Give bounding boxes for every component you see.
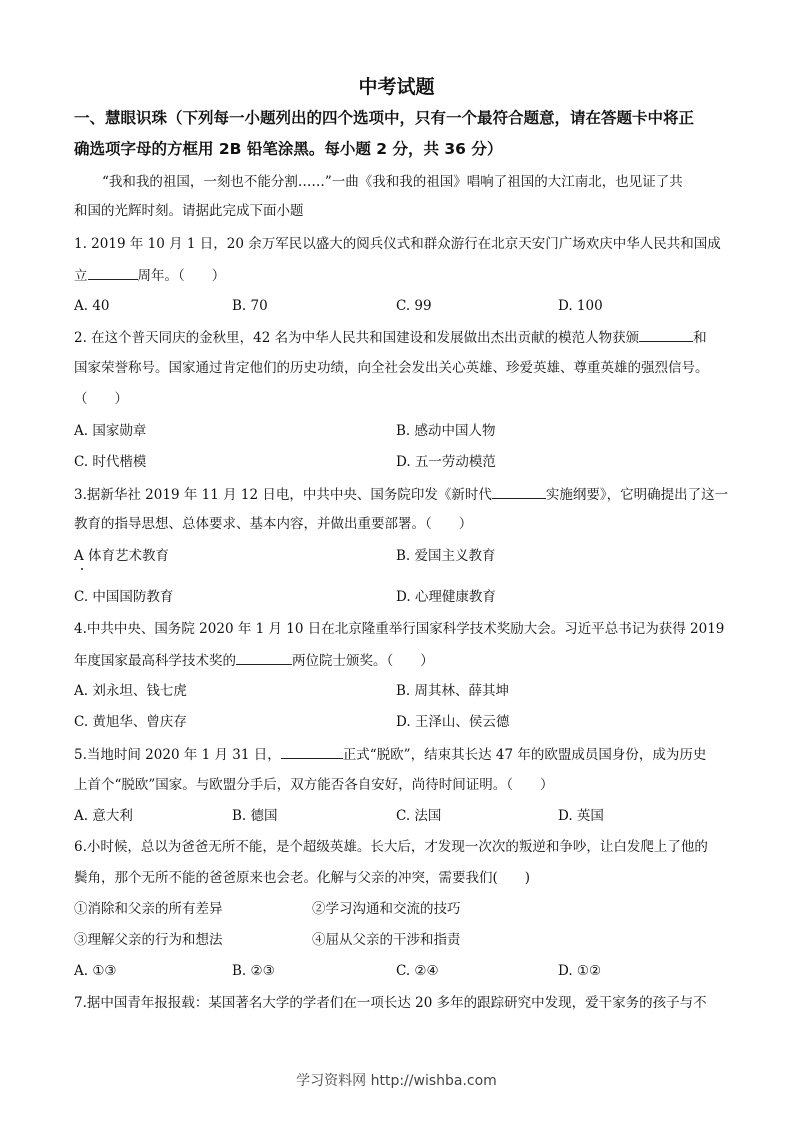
q3-line-2: 教育的指导思想、总体要求、基本内容，并做出重要部署。（ ） <box>74 516 473 532</box>
q1-option-c: C. 99 <box>396 298 432 314</box>
answer-blank <box>639 327 693 342</box>
q6-choice-4: ④屈从父亲的干涉和指责 <box>312 932 461 948</box>
q1-text-a: 立 <box>74 268 88 284</box>
q6-line-1: 6.小时候，总以为爸爸无所不能，是个超级英雄。长大后，才发现一次次的叛逆和争吵，让白发爬上了他的 <box>74 839 708 855</box>
q5-option-d: D. 英国 <box>558 808 604 824</box>
q5-option-b: B. 德国 <box>232 808 278 824</box>
q4-option-a: A. 刘永坦、钱七虎 <box>74 683 187 699</box>
page-title: 中考试题 <box>358 76 435 98</box>
q6-option-a: A. ①③ <box>74 963 117 979</box>
q4-option-d: D. 王泽山、侯云德 <box>396 714 510 730</box>
q2-line-1 <box>74 327 724 348</box>
scan-speck <box>81 568 83 570</box>
q1-line-1: 1. 2019 年 10 月 1 日，20 余万军民以盛大的阅兵仪式和群众游行在北京天安门广场欢庆中华人民共和国成 <box>74 236 721 252</box>
q6-option-c: C. ②④ <box>396 963 439 979</box>
q3-option-a: A 体育艺术教育 <box>74 548 170 564</box>
q1-text-b: 周年。（ ） <box>137 268 226 284</box>
q3-option-d: D. 心理健康教育 <box>396 589 496 605</box>
q1-option-a: A. 40 <box>74 298 110 314</box>
answer-blank <box>88 265 138 280</box>
q5-option-c: C. 法国 <box>396 808 442 824</box>
q4-line-2 <box>74 650 724 671</box>
q5-line-1 <box>74 744 724 765</box>
q7-line-1: 7.据中国青年报报载：某国著名大学的学者们在一项长达 20 多年的跟踪研究中发现，爱干家务的孩子与不 <box>74 995 707 1011</box>
q2-option-b: B. 感动中国人物 <box>396 423 496 439</box>
q6-line-2: 鬓角，那个无所不能的爸爸原来也会老。化解与父亲的冲突，需要我们( ) <box>74 870 531 886</box>
q3-text-a: 3.据新华社 2019 年 11 月 12 日电，中共中央、国务院印发《新时代 <box>74 487 492 503</box>
q2-text-a: 2. 在这个普天同庆的金秋里，42 名为中华人民共和国建设和发展做出杰出贡献的模范人物获颁 <box>74 330 640 346</box>
q2-option-d: D. 五一劳动模范 <box>396 454 496 470</box>
intro-line-2: 和国的光辉时刻。请据此完成下面小题 <box>74 203 304 219</box>
answer-blank <box>492 484 546 499</box>
q2-line-3: （ ） <box>74 391 128 407</box>
q4-option-c: C. 黄旭华、曾庆存 <box>74 714 187 730</box>
intro-line-1: “我和我的祖国，一刻也不能分割……”一曲《我和我的祖国》唱响了祖国的大江南北，也见证了共 <box>102 174 683 190</box>
q2-option-c: C. 时代楷模 <box>74 454 147 470</box>
answer-blank <box>236 650 292 665</box>
q2-line-2: 国家荣誉称号。国家通过肯定他们的历史功绩，向全社会发出关心英雄、珍爱英雄、尊重英雄的强烈信号。 <box>74 360 709 376</box>
q6-choice-1: ①消除和父亲的所有差异 <box>74 901 223 917</box>
q1-line-2 <box>74 265 724 286</box>
q6-choice-2: ②学习沟通和交流的技巧 <box>312 901 461 917</box>
q4-option-b: B. 周其林、薛其坤 <box>396 683 510 699</box>
section-heading-line-1: 一、慧眼识珠（下列每一小题列出的四个选项中，只有一个最符合题意，请在答题卡中将正 <box>74 109 695 127</box>
footer-watermark: 学习资料网 http://wishba.com <box>296 1073 497 1089</box>
q4-line-1: 4.中共中央、国务院 2020 年 1 月 10 日在北京隆重举行国家科学技术奖励大会。习近平总书记为获得 2019 <box>74 621 725 637</box>
q6-option-d: D. ①② <box>558 963 602 979</box>
answer-blank <box>281 744 343 759</box>
q5-option-a: A. 意大利 <box>74 808 133 824</box>
q5-text-a: 5.当地时间 2020 年 1 月 31 日， <box>74 747 281 763</box>
q6-choice-3: ③理解父亲的行为和想法 <box>74 932 223 948</box>
q3-option-c: C. 中国国防教育 <box>74 589 174 605</box>
q5-line-2: 上首个“脱欧”国家。与欧盟分手后，双方能否各自安好，尚待时间证明。（ ） <box>74 777 554 793</box>
q4-text-b: 两位院士颁奖。（ ） <box>292 653 434 669</box>
q4-text-a: 年度国家最高科学技术奖的 <box>74 653 236 669</box>
q5-text-b: 正式“脱欧”，结束其长达 47 年的欧盟成员国身份，成为历史 <box>342 747 707 763</box>
q1-option-d: D. 100 <box>558 298 603 314</box>
q2-option-a: A. 国家勋章 <box>74 423 147 439</box>
q1-option-b: B. 70 <box>232 298 268 314</box>
section-heading-line-2: 确选项字母的方框用 2B 铅笔涂黑。每小题 2 分，共 36 分） <box>74 140 503 158</box>
q2-text-b: 和 <box>693 330 707 346</box>
q3-option-b: B. 爱国主义教育 <box>396 548 496 564</box>
q3-text-b: 实施纲要》，它明确提出了这一 <box>545 487 729 503</box>
q6-option-b: B. ②③ <box>232 963 275 979</box>
q3-line-1 <box>74 484 729 505</box>
